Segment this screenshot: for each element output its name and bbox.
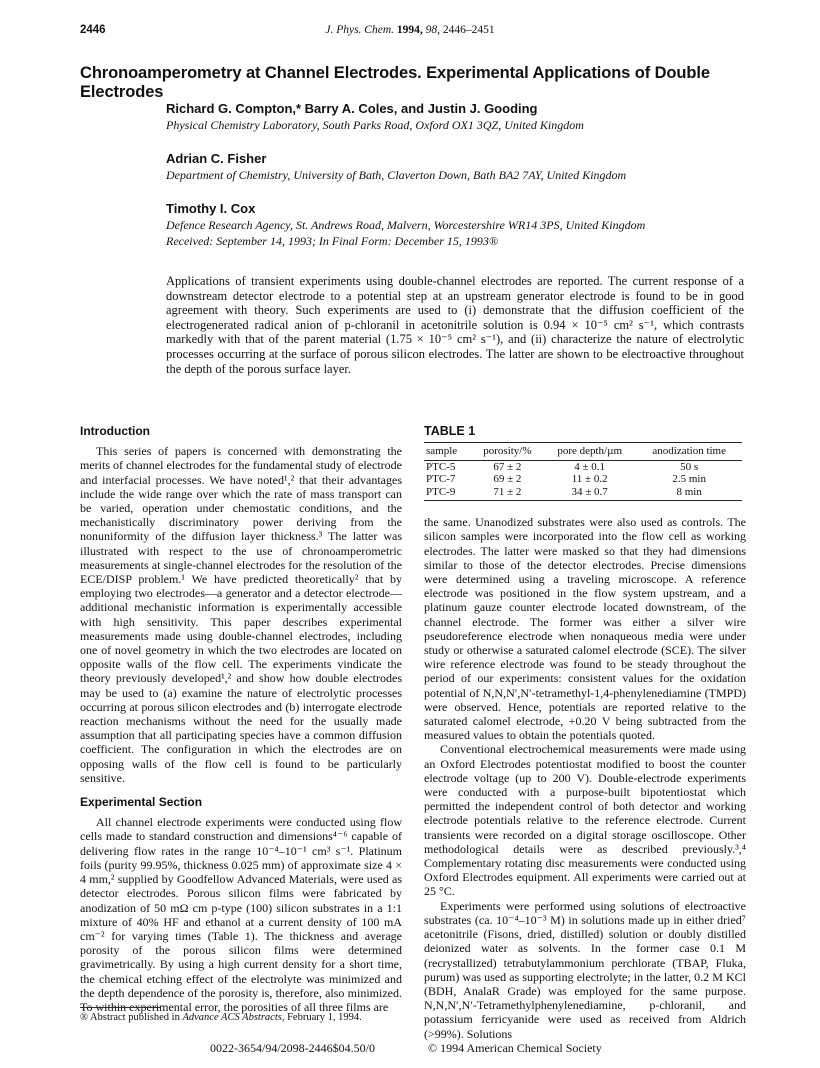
journal-citation [80, 24, 740, 36]
table-cell: PTC-9 [424, 486, 472, 501]
author-block-2 [166, 150, 746, 183]
table-cell: 69 ± 2 [493, 473, 522, 486]
table-header-cell: porosity/% [472, 443, 543, 461]
table-header-cell: anodization time [636, 443, 742, 461]
body-paragraph: Conventional electrochemical measurements were made using an Oxford Electrodes potentiostat modified to boost the counter electrode voltage (up to 200 V). Double-electrode experiments were conducted with a purpose-built bipotentiostat which permitted the independent control of both detector and working electrode potentials relative to the reference electrode. Current transients were recorded on a digital storage oscilloscope. Other methodological details were as described previously.³,⁴ Complementary rotating disc measurements were conducted using Oxford Electrodes equipment. All experiments were carried out at 25 °C. [424, 742, 746, 899]
table-cell: 11 ± 0.2 [571, 473, 608, 486]
left-column [80, 424, 402, 1014]
abstract: Applications of transient experiments using double-channel electrodes are reported. The current response of a downstream detector electrode to a potential step at an upstream generator electrode is found to be in good agreement with theory. Such experiments are used to (i) demonstrate that the diffusion coefficient of the electrogenerated radical anion of p-chloranil in acetonitrile solution is 0.94 × 10⁻⁵ cm² s⁻¹, which contrasts markedly with that of the parent material (1.75 × 10⁻⁵ cm² s⁻¹), and (ii) characterize the nature of electrolytic processes occurring at the surface of porous silicon electrodes. The latter are shown to be electroactive throughout the depth of the porous surface layer. [166, 274, 744, 376]
author-names: Timothy I. Cox [166, 201, 256, 216]
journal-volume: 98, [425, 24, 441, 36]
journal-pages: 2446–2451 [442, 24, 495, 36]
body-paragraph: Experiments were performed using solutions of electroactive substrates (ca. 10⁻⁴–10⁻³ M) in solutions made up in either dried⁷ acetonitrile (Fisons, dried, distilled) solution or doubly distilled deionized water as solvents. In the former case 0.1 M (recrystallized) tetrabutylammonium perchlorate (TBAP, Fluka, purum) was used as supporting electrolyte; in the latter, 0.2 M KCl (BDH, AnalaR Grade) was employed for the same purpose. N,N,N′,N′-Tetramethylphenylenediamine, p-chloranil, and potassium ferricyanide were used as received from Aldrich (>99%). Solutions [424, 898, 746, 1041]
journal-year: 1994, [396, 24, 423, 36]
section-heading-experimental: Experimental Section [80, 795, 203, 810]
author-affiliation: Department of Chemistry, University of Bath, Claverton Down, Bath BA2 7AY, United Kingdom [166, 168, 627, 182]
table-cell: PTC-5 [426, 460, 456, 473]
table-cell: 34 ± 0.7 [543, 486, 636, 501]
footnote-prefix: ® Abstract published in [80, 1012, 180, 1023]
paper-title: Chronoamperometry at Channel Electrodes. Experimental Applications of Double Electrodes [80, 64, 710, 101]
table-cell: 71 ± 2 [472, 486, 543, 501]
table-1 [424, 442, 742, 501]
table-cell: 2.5 min [672, 473, 706, 486]
author-block-1 [166, 100, 746, 133]
footnote-source: Advance ACS Abstracts, [182, 1012, 285, 1023]
table-title: TABLE 1 [424, 424, 476, 438]
footnote-date: February 1, 1994. [287, 1012, 362, 1023]
copyright-notice: © 1994 American Chemical Society [428, 1041, 602, 1055]
table-cell: 8 min [636, 486, 742, 501]
table-cell: PTC-7 [426, 473, 456, 486]
table-cell: 67 ± 2 [493, 460, 522, 473]
section-heading-introduction: Introduction [80, 424, 150, 438]
right-column [424, 424, 746, 1041]
author-names: Richard G. Compton,* Barry A. Coles, and Justin J. Gooding [166, 101, 538, 116]
table-row [424, 460, 742, 473]
author-affiliation: Defence Research Agency, St. Andrews Road, Malvern, Worcestershire WR14 3PS, United Kingdom [166, 218, 646, 232]
table-header-cell: sample [424, 443, 472, 461]
table-header-cell: pore depth/µm [543, 443, 636, 461]
table-cell: 50 s [680, 460, 699, 473]
experimental-paragraph: All channel electrode experiments were conducted using flow cells made to standard construction and dimensions⁴⁻⁶ capable of delivering flow rates in the range 10⁻⁴–10⁻¹ cm³ s⁻¹. Platinum foils (purity 99.95%, thickness 0.025 mm) of approximate size 4 × 4 mm,² supplied by Goodfellow Advanced Materials, were used as detector electrodes. Porous silicon films were fabricated by anodization of 50 mΩ cm p-type (100) silicon substrates in a 1:1 mixture of 40% HF and ethanol at a current density of 100 mA cm⁻² for varying times (Table 1). The thickness and average porosity of the porous silicon films were determined gravimetrically. By using a high current density for a short time, the chemical etching effect of the electrolyte was minimized and the depth dependence of the porosity is, therefore, also minimized. To within experimental error, the porosities of all three films are [80, 815, 402, 1014]
author-names: Adrian C. Fisher [166, 151, 267, 166]
table-row [424, 486, 742, 501]
table-cell: 4 ± 0.1 [574, 460, 606, 473]
table-row [424, 473, 742, 486]
table-header-row [424, 443, 742, 461]
journal-name: J. Phys. Chem. [325, 24, 395, 36]
page-number: 2446 [80, 24, 106, 36]
introduction-paragraph: This series of papers is concerned with demonstrating the merits of channel electrodes for the fundamental study of electrode and interfacial processes. We have noted¹,² that their advantages include the wide range over which the rate of mass transport can be varied, operation under chemostatic conditions, and the mechanistically discriminatory power deriving from the nonuniformity of the diffusion layer thickness.³ The latter was illustrated with respect to the use of chronoamperometric measurements at single-channel electrodes for the resolution of the ECE/DISP problem.¹ We have predicted theoretically² that by employing two electrodes—a generator and a detector electrode—additional mechanistic information is experimentally accessible with high sensitivity. This paper describes experimental measurements made using double-channel electrodes, including one of novel geometry in which the two electrodes are located on opposite walls of the flow cell. The experiments vindicate the theory previously developed¹,² and show how double electrodes may be used to (a) examine the nature of electrolytic processes occurring at porous silicon electrodes and (b) interrogate electrode reaction mechanisms without the need for the usually made assumption that all participating species have a common diffusion coefficient. The configuration in which the electrodes are on opposing walls of the flow cell is found to be particularly sensitive. [80, 444, 402, 785]
footnote [80, 1012, 410, 1023]
author-block-3 [166, 200, 746, 249]
footnote-divider [80, 1007, 160, 1008]
author-affiliation: Physical Chemistry Laboratory, South Parks Road, Oxford OX1 3QZ, United Kingdom [166, 118, 584, 132]
article-code: 0022-3654/94/2098-2446$04.50/0 [210, 1041, 375, 1055]
body-paragraph: the same. Unanodized substrates were also used as controls. The silicon samples were incorporated into the flow cell as working electrodes. The latter were masked so that they had dimensions similar to those of the detector electrodes. Precise dimensions were determined using a traveling microscope. A reference electrode was positioned in the flow system upstream, and a platinum gauze counter electrode located downstream, of the channel electrode. The former was either a silver wire pseudoreference electrode when nonaqueous media were under study or otherwise a saturated calomel electrode (SCE). The silver wire reference electrode was found to be steady throughout the period of our experiments: consistent values for the oxidation potential of N,N,N′,N′-tetramethyl-1,4-phenylenediamine (TMPD) were observed. Hence, potentials are reported relative to the saturated calomel electrode, +0.20 V being subtracted from the measured values to obtain the potentials quoted. [424, 515, 746, 743]
received-dates: Received: September 14, 1993; In Final Form: December 15, 1993® [166, 234, 499, 248]
running-head [80, 24, 740, 40]
